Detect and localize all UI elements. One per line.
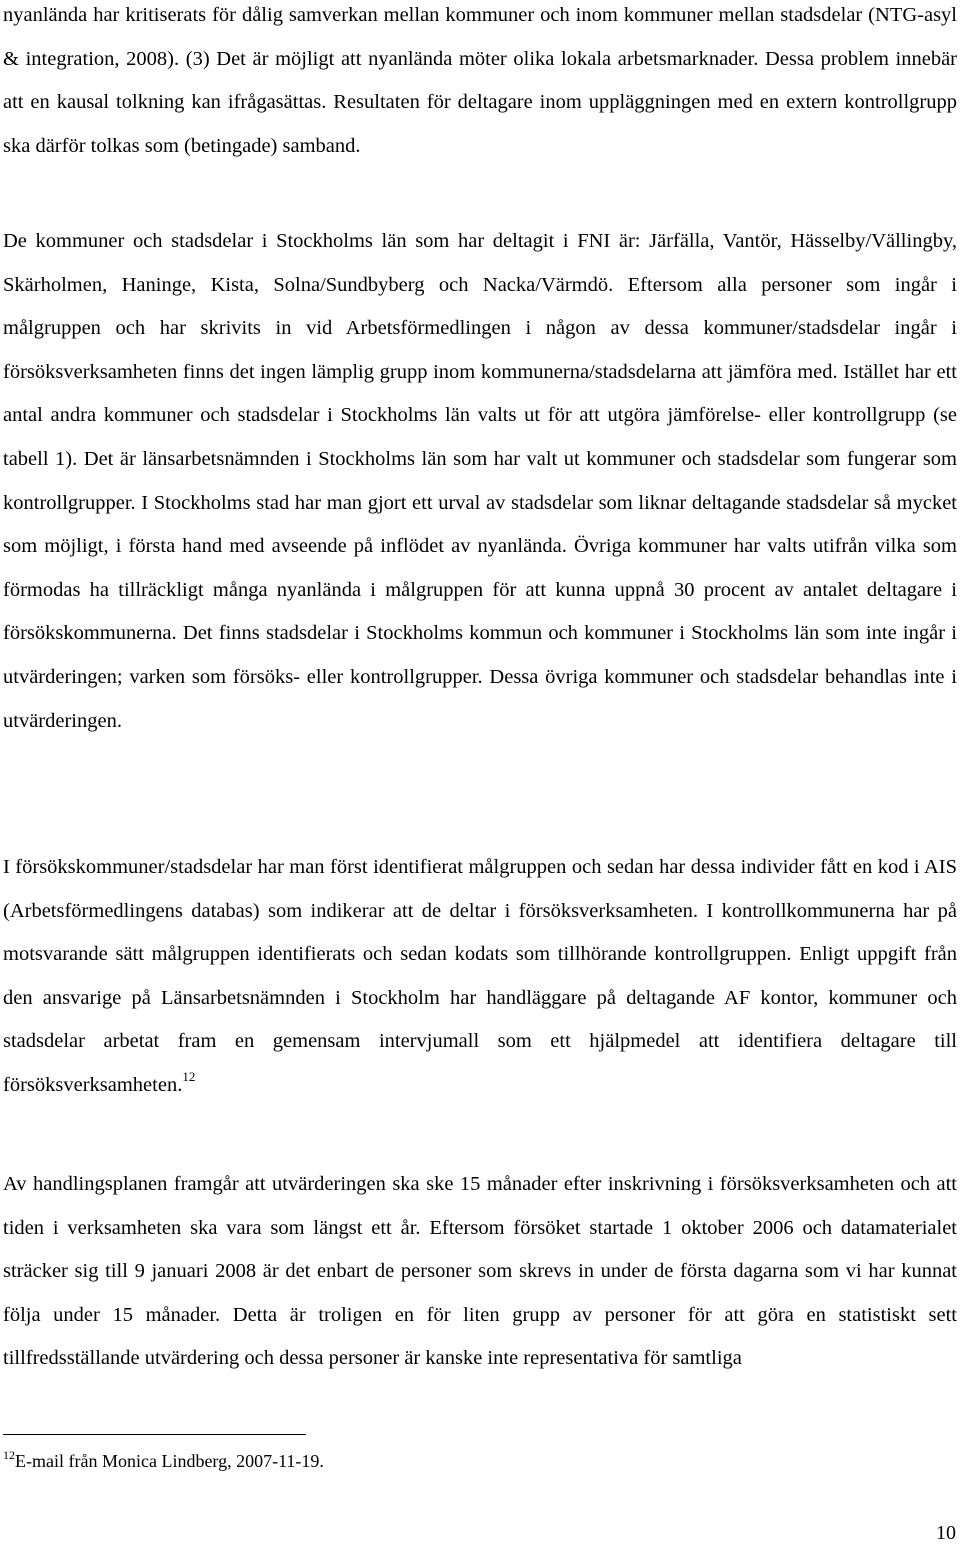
footnote-reference[interactable]: 12 <box>182 1068 196 1084</box>
paragraph-2 <box>3 220 957 743</box>
paragraph-1-text: nyanlända har kritiserats för dålig samverkan mellan kommuner och inom kommuner mellan stadsdelar (NTG-asyl & integration, 2008). (3) Det är möjligt att nyanlända möter olika lokala arbetsmarknader. Dessa problem innebär att en kausal tolkning kan ifrågasättas. Resultaten för deltagare inom uppläggningen med en extern kontrollgrupp ska därför tolkas som (betingade) samband. <box>3 4 957 157</box>
footnote <box>3 1448 324 1476</box>
paragraph-3-text: I försökskommuner/stadsdelar har man först identifierat målgruppen och sedan har dessa individer fått en kod i AIS (Arbetsförmedlingens databas) som indikerar att de deltar i försöksverksamheten. I kontrollkommunerna har på motsvarande sätt målgruppen identifierats och sedan kodats som tillhörande kontrollgruppen. Enligt uppgift från den ansvarige på Länsarbetsnämnden i Stockholm har handläggare på deltagande AF kontor, kommuner och stadsdelar arbetat fram en gemensam intervjumall som ett hjälpmedel att identifiera deltagare till försöksverksamheten. <box>3 856 957 1096</box>
paragraph-3 <box>3 846 957 1108</box>
paragraph-4 <box>3 1163 957 1381</box>
paragraph-2-text: De kommuner och stadsdelar i Stockholms län som har deltagit i FNI är: Järfälla, Vantör, Hässelby/Vällingby, Skärholmen, Haninge, Kista, Solna/Sundbyberg och Nacka/Värmdö. Eftersom alla personer som ingår i målgruppen och har skrivits in vid Arbetsförmedlingen i någon av dessa kommuner/stadsdelar ingår i försöksverksamheten finns det ingen lämplig grupp inom kommunerna/stadsdelarna att jämföra med. Istället har ett antal andra kommuner och stadsdelar i Stockholms län valts ut för att utgöra jämförelse- eller kontrollgrupp (se tabell 1). Det är länsarbetsnämnden i Stockholms län som har valt ut kommuner och stadsdelar som fungerar som kontrollgrupper. I Stockholms stad har man gjort ett urval av stadsdelar som liknar deltagande stadsdelar så mycket som möjligt, i första hand med avseende på inflödet av nyanlända. Övriga kommuner har valts utifrån vilka som förmodas ha tillräckligt många nyanlända i målgruppen för att kunna uppnå 30 procent av antalet deltagare i försökskommunerna. Det finns stadsdelar i Stockholms kommun och kommuner i Stockholms län som inte ingår i utvärderingen; varken som försöks- eller kontrollgrupper. Dessa övriga kommuner och stadsdelar behandlas inte i utvärderingen. <box>3 230 957 732</box>
footnote-text: E-mail från Monica Lindberg, 2007-11-19. <box>15 1451 324 1471</box>
page-number: 10 <box>936 1522 956 1544</box>
paragraph-4-text: Av handlingsplanen framgår att utvärderingen ska ske 15 månader efter inskrivning i försöksverksamheten och att tiden i verksamheten ska vara som längst ett år. Eftersom försöket startade 1 oktober 2006 och datamaterialet sträcker sig till 9 januari 2008 är det enbart de personer som skrevs in under de första dagarna som vi har kunnat följa under 15 månader. Detta är troligen en för liten grupp av personer för att göra en statistiskt sett tillfredsställande utvärdering och dessa personer är kanske inte representativa för samtliga <box>3 1173 957 1370</box>
paragraph-1 <box>3 0 957 168</box>
footnote-number: 12 <box>3 1448 15 1462</box>
footnote-divider <box>3 1434 306 1435</box>
